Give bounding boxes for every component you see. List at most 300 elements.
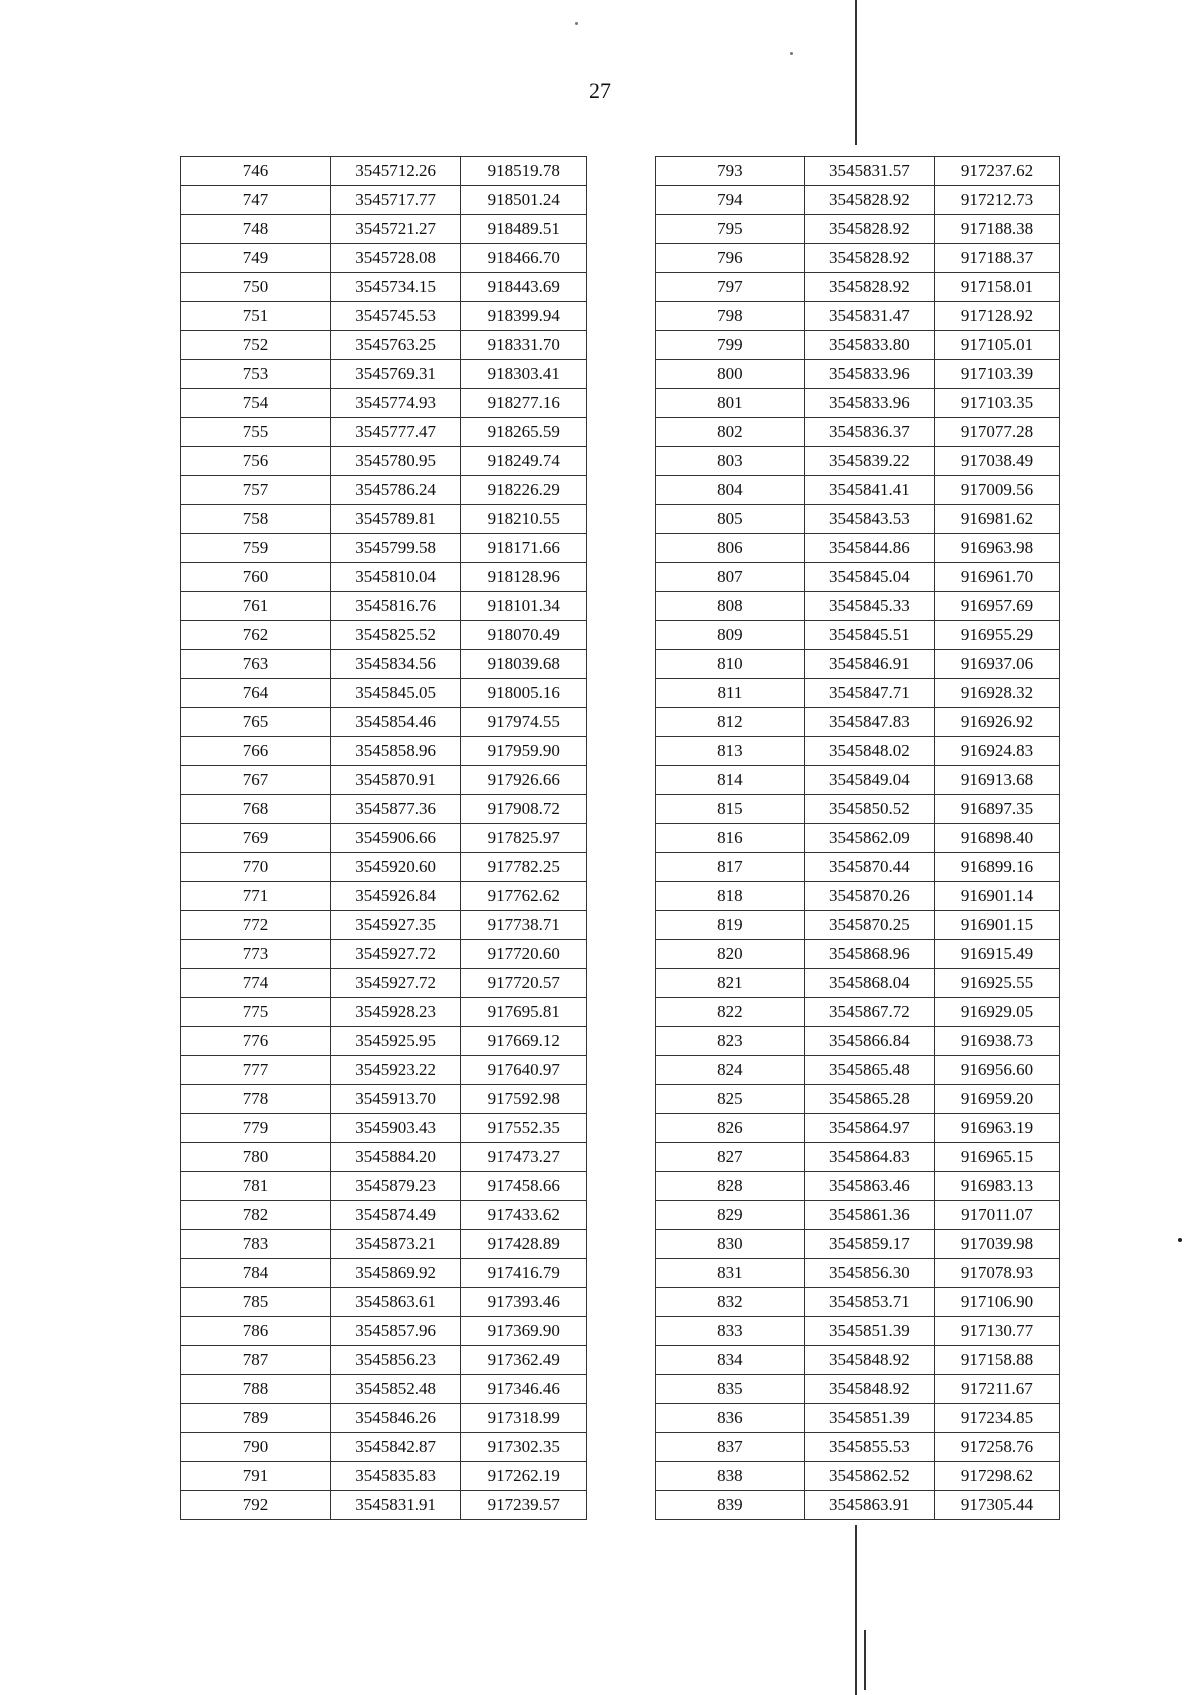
point-number-cell: 766 — [181, 737, 331, 766]
y-coordinate-cell: 917825.97 — [461, 824, 587, 853]
x-coordinate-cell: 3545789.81 — [330, 505, 461, 534]
x-coordinate-cell: 3545845.05 — [330, 679, 461, 708]
table-row — [656, 186, 1060, 215]
table-row — [181, 969, 587, 998]
table-row — [181, 1288, 587, 1317]
table-row — [181, 1346, 587, 1375]
y-coordinate-cell: 917077.28 — [934, 418, 1059, 447]
x-coordinate-cell: 3545913.70 — [330, 1085, 461, 1114]
x-coordinate-cell: 3545845.04 — [804, 563, 934, 592]
y-coordinate-cell: 917318.99 — [461, 1404, 587, 1433]
table-row — [656, 418, 1060, 447]
x-coordinate-cell: 3545833.96 — [804, 360, 934, 389]
y-coordinate-cell: 917302.35 — [461, 1433, 587, 1462]
x-coordinate-cell: 3545852.48 — [330, 1375, 461, 1404]
point-number-cell: 800 — [656, 360, 805, 389]
point-number-cell: 775 — [181, 998, 331, 1027]
point-number-cell: 832 — [656, 1288, 805, 1317]
y-coordinate-cell: 916929.05 — [934, 998, 1059, 1027]
point-number-cell: 782 — [181, 1201, 331, 1230]
point-number-cell: 780 — [181, 1143, 331, 1172]
x-coordinate-cell: 3545874.49 — [330, 1201, 461, 1230]
x-coordinate-cell: 3545853.71 — [804, 1288, 934, 1317]
x-coordinate-cell: 3545863.61 — [330, 1288, 461, 1317]
y-coordinate-cell: 917038.49 — [934, 447, 1059, 476]
table-row — [656, 273, 1060, 302]
table-row — [656, 911, 1060, 940]
x-coordinate-cell: 3545828.92 — [804, 273, 934, 302]
table-row — [181, 1172, 587, 1201]
y-coordinate-cell: 918070.49 — [461, 621, 587, 650]
table-row — [181, 1230, 587, 1259]
point-number-cell: 828 — [656, 1172, 805, 1201]
x-coordinate-cell: 3545865.48 — [804, 1056, 934, 1085]
x-coordinate-cell: 3545847.83 — [804, 708, 934, 737]
y-coordinate-cell: 918331.70 — [461, 331, 587, 360]
y-coordinate-cell: 916937.06 — [934, 650, 1059, 679]
y-coordinate-cell: 917105.01 — [934, 331, 1059, 360]
y-coordinate-cell: 917009.56 — [934, 476, 1059, 505]
point-number-cell: 755 — [181, 418, 331, 447]
y-coordinate-cell: 918265.59 — [461, 418, 587, 447]
y-coordinate-cell: 917433.62 — [461, 1201, 587, 1230]
y-coordinate-cell: 916959.20 — [934, 1085, 1059, 1114]
y-coordinate-cell: 917106.90 — [934, 1288, 1059, 1317]
table-row — [181, 244, 587, 273]
table-row — [181, 795, 587, 824]
y-coordinate-cell: 916924.83 — [934, 737, 1059, 766]
table-row — [181, 737, 587, 766]
x-coordinate-cell: 3545923.22 — [330, 1056, 461, 1085]
x-coordinate-cell: 3545854.46 — [330, 708, 461, 737]
y-coordinate-cell: 917011.07 — [934, 1201, 1059, 1230]
table-row — [656, 1317, 1060, 1346]
x-coordinate-cell: 3545861.36 — [804, 1201, 934, 1230]
table-row — [656, 940, 1060, 969]
y-coordinate-cell: 916983.13 — [934, 1172, 1059, 1201]
point-number-cell: 787 — [181, 1346, 331, 1375]
y-coordinate-cell: 917428.89 — [461, 1230, 587, 1259]
x-coordinate-cell: 3545721.27 — [330, 215, 461, 244]
table-row — [181, 998, 587, 1027]
x-coordinate-cell: 3545862.09 — [804, 824, 934, 853]
scan-artifact-speck — [575, 22, 578, 25]
point-number-cell: 826 — [656, 1114, 805, 1143]
y-coordinate-cell: 917298.62 — [934, 1462, 1059, 1491]
point-number-cell: 818 — [656, 882, 805, 911]
y-coordinate-cell: 917128.92 — [934, 302, 1059, 331]
point-number-cell: 753 — [181, 360, 331, 389]
y-coordinate-cell: 918039.68 — [461, 650, 587, 679]
x-coordinate-cell: 3545799.58 — [330, 534, 461, 563]
y-coordinate-cell: 917130.77 — [934, 1317, 1059, 1346]
point-number-cell: 817 — [656, 853, 805, 882]
x-coordinate-cell: 3545927.72 — [330, 940, 461, 969]
table-row — [181, 650, 587, 679]
point-number-cell: 798 — [656, 302, 805, 331]
x-coordinate-cell: 3545870.26 — [804, 882, 934, 911]
x-coordinate-cell: 3545866.84 — [804, 1027, 934, 1056]
x-coordinate-cell: 3545810.04 — [330, 563, 461, 592]
point-number-cell: 803 — [656, 447, 805, 476]
x-coordinate-cell: 3545831.57 — [804, 157, 934, 186]
y-coordinate-cell: 917262.19 — [461, 1462, 587, 1491]
y-coordinate-cell: 917762.62 — [461, 882, 587, 911]
x-coordinate-cell: 3545777.47 — [330, 418, 461, 447]
x-coordinate-cell: 3545847.71 — [804, 679, 934, 708]
point-number-cell: 836 — [656, 1404, 805, 1433]
x-coordinate-cell: 3545868.04 — [804, 969, 934, 998]
table-row — [181, 621, 587, 650]
y-coordinate-cell: 917782.25 — [461, 853, 587, 882]
x-coordinate-cell: 3545845.51 — [804, 621, 934, 650]
table-row — [181, 273, 587, 302]
table-row — [181, 1027, 587, 1056]
x-coordinate-cell: 3545769.31 — [330, 360, 461, 389]
table-row — [181, 331, 587, 360]
y-coordinate-cell: 918399.94 — [461, 302, 587, 331]
coordinates-table-left — [180, 156, 587, 1520]
table-row — [656, 1143, 1060, 1172]
table-row — [656, 650, 1060, 679]
x-coordinate-cell: 3545834.56 — [330, 650, 461, 679]
point-number-cell: 797 — [656, 273, 805, 302]
x-coordinate-cell: 3545848.92 — [804, 1346, 934, 1375]
x-coordinate-cell: 3545855.53 — [804, 1433, 934, 1462]
y-coordinate-cell: 917188.38 — [934, 215, 1059, 244]
x-coordinate-cell: 3545745.53 — [330, 302, 461, 331]
table-row — [181, 1114, 587, 1143]
table-row — [181, 853, 587, 882]
y-coordinate-cell: 917211.67 — [934, 1375, 1059, 1404]
x-coordinate-cell: 3545864.83 — [804, 1143, 934, 1172]
x-coordinate-cell: 3545862.52 — [804, 1462, 934, 1491]
point-number-cell: 807 — [656, 563, 805, 592]
point-number-cell: 805 — [656, 505, 805, 534]
y-coordinate-cell: 918303.41 — [461, 360, 587, 389]
scan-artifact-speck — [1178, 1238, 1182, 1242]
table-row — [181, 1201, 587, 1230]
table-row — [656, 157, 1060, 186]
y-coordinate-cell: 916915.49 — [934, 940, 1059, 969]
table-row — [181, 1433, 587, 1462]
point-number-cell: 786 — [181, 1317, 331, 1346]
point-number-cell: 767 — [181, 766, 331, 795]
point-number-cell: 806 — [656, 534, 805, 563]
y-coordinate-cell: 916965.15 — [934, 1143, 1059, 1172]
x-coordinate-cell: 3545927.72 — [330, 969, 461, 998]
y-coordinate-cell: 918249.74 — [461, 447, 587, 476]
point-number-cell: 790 — [181, 1433, 331, 1462]
point-number-cell: 764 — [181, 679, 331, 708]
x-coordinate-cell: 3545833.96 — [804, 389, 934, 418]
y-coordinate-cell: 916901.15 — [934, 911, 1059, 940]
point-number-cell: 813 — [656, 737, 805, 766]
x-coordinate-cell: 3545848.02 — [804, 737, 934, 766]
x-coordinate-cell: 3545828.92 — [804, 244, 934, 273]
x-coordinate-cell: 3545867.72 — [804, 998, 934, 1027]
table-row — [181, 1491, 587, 1520]
point-number-cell: 765 — [181, 708, 331, 737]
point-number-cell: 784 — [181, 1259, 331, 1288]
x-coordinate-cell: 3545828.92 — [804, 186, 934, 215]
point-number-cell: 761 — [181, 592, 331, 621]
y-coordinate-cell: 917234.85 — [934, 1404, 1059, 1433]
table-row — [656, 1491, 1060, 1520]
table-row — [181, 1375, 587, 1404]
y-coordinate-cell: 918501.24 — [461, 186, 587, 215]
x-coordinate-cell: 3545828.92 — [804, 215, 934, 244]
point-number-cell: 770 — [181, 853, 331, 882]
point-number-cell: 747 — [181, 186, 331, 215]
x-coordinate-cell: 3545712.26 — [330, 157, 461, 186]
table-row — [181, 186, 587, 215]
x-coordinate-cell: 3545728.08 — [330, 244, 461, 273]
point-number-cell: 756 — [181, 447, 331, 476]
y-coordinate-cell: 918101.34 — [461, 592, 587, 621]
point-number-cell: 754 — [181, 389, 331, 418]
scan-artifact-line-bottom — [855, 1525, 857, 1695]
x-coordinate-cell: 3545868.96 — [804, 940, 934, 969]
y-coordinate-cell: 917974.55 — [461, 708, 587, 737]
y-coordinate-cell: 916963.19 — [934, 1114, 1059, 1143]
point-number-cell: 820 — [656, 940, 805, 969]
table-row — [181, 447, 587, 476]
x-coordinate-cell: 3545928.23 — [330, 998, 461, 1027]
y-coordinate-cell: 917103.35 — [934, 389, 1059, 418]
y-coordinate-cell: 916928.32 — [934, 679, 1059, 708]
table-row — [181, 679, 587, 708]
y-coordinate-cell: 917416.79 — [461, 1259, 587, 1288]
x-coordinate-cell: 3545903.43 — [330, 1114, 461, 1143]
y-coordinate-cell: 917158.88 — [934, 1346, 1059, 1375]
table-row — [181, 1317, 587, 1346]
table-row — [181, 505, 587, 534]
point-number-cell: 763 — [181, 650, 331, 679]
point-number-cell: 839 — [656, 1491, 805, 1520]
y-coordinate-cell: 916938.73 — [934, 1027, 1059, 1056]
table-row — [181, 302, 587, 331]
table-row — [656, 1288, 1060, 1317]
point-number-cell: 831 — [656, 1259, 805, 1288]
coordinates-table-right — [655, 156, 1060, 1520]
x-coordinate-cell: 3545851.39 — [804, 1317, 934, 1346]
x-coordinate-cell: 3545848.92 — [804, 1375, 934, 1404]
y-coordinate-cell: 917369.90 — [461, 1317, 587, 1346]
point-number-cell: 773 — [181, 940, 331, 969]
table-row — [656, 708, 1060, 737]
point-number-cell: 833 — [656, 1317, 805, 1346]
y-coordinate-cell: 918226.29 — [461, 476, 587, 505]
y-coordinate-cell: 916963.98 — [934, 534, 1059, 563]
table-row — [181, 940, 587, 969]
point-number-cell: 777 — [181, 1056, 331, 1085]
x-coordinate-cell: 3545846.91 — [804, 650, 934, 679]
table-row — [656, 360, 1060, 389]
point-number-cell: 781 — [181, 1172, 331, 1201]
point-number-cell: 793 — [656, 157, 805, 186]
point-number-cell: 762 — [181, 621, 331, 650]
point-number-cell: 792 — [181, 1491, 331, 1520]
x-coordinate-cell: 3545836.37 — [804, 418, 934, 447]
table-row — [181, 563, 587, 592]
x-coordinate-cell: 3545844.86 — [804, 534, 934, 563]
point-number-cell: 809 — [656, 621, 805, 650]
y-coordinate-cell: 918519.78 — [461, 157, 587, 186]
y-coordinate-cell: 917393.46 — [461, 1288, 587, 1317]
x-coordinate-cell: 3545835.83 — [330, 1462, 461, 1491]
point-number-cell: 748 — [181, 215, 331, 244]
y-coordinate-cell: 917473.27 — [461, 1143, 587, 1172]
table-row — [656, 1201, 1060, 1230]
x-coordinate-cell: 3545850.52 — [804, 795, 934, 824]
x-coordinate-cell: 3545763.25 — [330, 331, 461, 360]
y-coordinate-cell: 917720.57 — [461, 969, 587, 998]
scan-artifact-speck — [790, 52, 793, 55]
table-row — [656, 534, 1060, 563]
y-coordinate-cell: 917552.35 — [461, 1114, 587, 1143]
y-coordinate-cell: 918443.69 — [461, 273, 587, 302]
table-row — [181, 1462, 587, 1491]
point-number-cell: 768 — [181, 795, 331, 824]
table-row — [181, 1404, 587, 1433]
x-coordinate-cell: 3545858.96 — [330, 737, 461, 766]
table-row — [181, 708, 587, 737]
point-number-cell: 816 — [656, 824, 805, 853]
point-number-cell: 752 — [181, 331, 331, 360]
table-row — [181, 1056, 587, 1085]
x-coordinate-cell: 3545927.35 — [330, 911, 461, 940]
y-coordinate-cell: 917908.72 — [461, 795, 587, 824]
y-coordinate-cell: 917458.66 — [461, 1172, 587, 1201]
table-row — [656, 998, 1060, 1027]
table-row — [656, 1114, 1060, 1143]
table-row — [656, 563, 1060, 592]
table-row — [181, 1143, 587, 1172]
y-coordinate-cell: 916961.70 — [934, 563, 1059, 592]
point-number-cell: 799 — [656, 331, 805, 360]
table-row — [656, 447, 1060, 476]
point-number-cell: 815 — [656, 795, 805, 824]
x-coordinate-cell: 3545877.36 — [330, 795, 461, 824]
table-row — [656, 969, 1060, 998]
x-coordinate-cell: 3545842.87 — [330, 1433, 461, 1462]
table-row — [656, 1433, 1060, 1462]
page-number: 27 — [589, 78, 611, 103]
point-number-cell: 750 — [181, 273, 331, 302]
table-row — [181, 534, 587, 563]
y-coordinate-cell: 917959.90 — [461, 737, 587, 766]
point-number-cell: 822 — [656, 998, 805, 1027]
y-coordinate-cell: 917592.98 — [461, 1085, 587, 1114]
x-coordinate-cell: 3545865.28 — [804, 1085, 934, 1114]
point-number-cell: 774 — [181, 969, 331, 998]
x-coordinate-cell: 3545839.22 — [804, 447, 934, 476]
y-coordinate-cell: 918277.16 — [461, 389, 587, 418]
x-coordinate-cell: 3545774.93 — [330, 389, 461, 418]
table-row — [656, 331, 1060, 360]
table-row — [181, 766, 587, 795]
point-number-cell: 808 — [656, 592, 805, 621]
point-number-cell: 821 — [656, 969, 805, 998]
y-coordinate-cell: 916913.68 — [934, 766, 1059, 795]
x-coordinate-cell: 3545870.25 — [804, 911, 934, 940]
table-row — [181, 360, 587, 389]
x-coordinate-cell: 3545925.95 — [330, 1027, 461, 1056]
table-row — [181, 476, 587, 505]
x-coordinate-cell: 3545843.53 — [804, 505, 934, 534]
point-number-cell: 769 — [181, 824, 331, 853]
table-row — [181, 592, 587, 621]
y-coordinate-cell: 916898.40 — [934, 824, 1059, 853]
y-coordinate-cell: 916926.92 — [934, 708, 1059, 737]
x-coordinate-cell: 3545864.97 — [804, 1114, 934, 1143]
x-coordinate-cell: 3545851.39 — [804, 1404, 934, 1433]
table-row — [656, 1375, 1060, 1404]
y-coordinate-cell: 917078.93 — [934, 1259, 1059, 1288]
x-coordinate-cell: 3545863.46 — [804, 1172, 934, 1201]
point-number-cell: 760 — [181, 563, 331, 592]
point-number-cell: 812 — [656, 708, 805, 737]
x-coordinate-cell: 3545920.60 — [330, 853, 461, 882]
y-coordinate-cell: 918128.96 — [461, 563, 587, 592]
point-number-cell: 749 — [181, 244, 331, 273]
point-number-cell: 824 — [656, 1056, 805, 1085]
y-coordinate-cell: 916981.62 — [934, 505, 1059, 534]
table-row — [181, 157, 587, 186]
y-coordinate-cell: 917158.01 — [934, 273, 1059, 302]
point-number-cell: 796 — [656, 244, 805, 273]
table-row — [656, 1346, 1060, 1375]
point-number-cell: 829 — [656, 1201, 805, 1230]
table-row — [181, 882, 587, 911]
y-coordinate-cell: 917640.97 — [461, 1056, 587, 1085]
table-row — [656, 302, 1060, 331]
x-coordinate-cell: 3545833.80 — [804, 331, 934, 360]
point-number-cell: 834 — [656, 1346, 805, 1375]
scan-artifact-line-bottom-2 — [864, 1630, 866, 1690]
point-number-cell: 779 — [181, 1114, 331, 1143]
y-coordinate-cell: 916925.55 — [934, 969, 1059, 998]
y-coordinate-cell: 917239.57 — [461, 1491, 587, 1520]
x-coordinate-cell: 3545863.91 — [804, 1491, 934, 1520]
point-number-cell: 814 — [656, 766, 805, 795]
point-number-cell: 789 — [181, 1404, 331, 1433]
point-number-cell: 778 — [181, 1085, 331, 1114]
y-coordinate-cell: 916899.16 — [934, 853, 1059, 882]
point-number-cell: 823 — [656, 1027, 805, 1056]
y-coordinate-cell: 917695.81 — [461, 998, 587, 1027]
point-number-cell: 801 — [656, 389, 805, 418]
point-number-cell: 746 — [181, 157, 331, 186]
table-row — [656, 1056, 1060, 1085]
table-row — [656, 795, 1060, 824]
point-number-cell: 795 — [656, 215, 805, 244]
x-coordinate-cell: 3545841.41 — [804, 476, 934, 505]
x-coordinate-cell: 3545856.30 — [804, 1259, 934, 1288]
table-row — [656, 244, 1060, 273]
point-number-cell: 791 — [181, 1462, 331, 1491]
y-coordinate-cell: 917362.49 — [461, 1346, 587, 1375]
table-row — [656, 476, 1060, 505]
y-coordinate-cell: 918210.55 — [461, 505, 587, 534]
y-coordinate-cell: 916897.35 — [934, 795, 1059, 824]
table-row — [656, 621, 1060, 650]
y-coordinate-cell: 916957.69 — [934, 592, 1059, 621]
x-coordinate-cell: 3545884.20 — [330, 1143, 461, 1172]
table-row — [656, 737, 1060, 766]
table-row — [656, 679, 1060, 708]
